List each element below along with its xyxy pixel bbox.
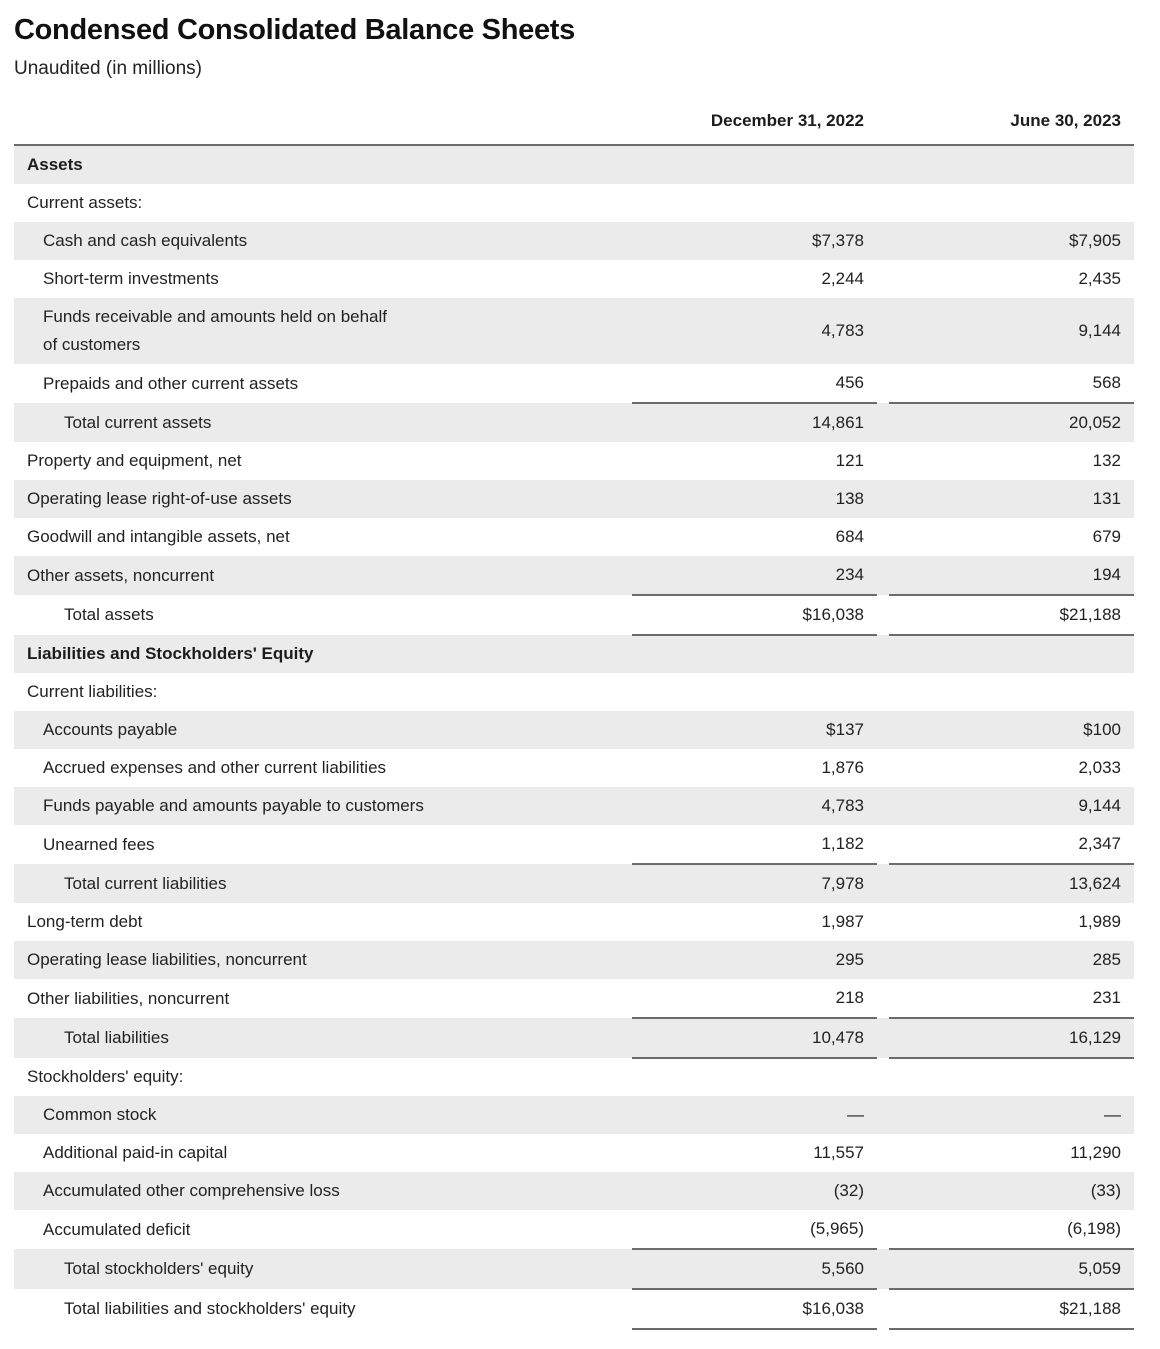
row-value-dec-31-2022: 684 [835,527,864,546]
row-label: Other assets, noncurrent [27,565,215,585]
table-row [14,979,1134,1018]
row-value-dec-31-2022: 218 [632,979,877,1018]
column-gap [877,364,889,403]
table-row [14,864,1134,903]
column-gap [877,825,889,864]
row-label: Current liabilities: [27,682,158,701]
column-gap [877,864,889,903]
row-value-jun-30-2023: $100 [1083,720,1121,739]
column-gap [877,595,889,635]
table-row [14,184,1134,222]
row-value-dec-31-2022: 1,987 [821,912,864,931]
table-body [14,145,1134,1329]
table-row [14,711,1134,749]
row-label: Operating lease right-of-use assets [27,489,292,508]
column-gap [877,1018,889,1058]
row-label: Total stockholders' equity [64,1259,254,1278]
row-label: Accounts payable [43,720,178,739]
column-gap [877,298,889,364]
row-label: Total liabilities and stockholders' equity [64,1299,356,1318]
table-row [14,1249,1134,1289]
row-value-jun-30-2023: 568 [889,364,1134,403]
row-value-jun-30-2023: 679 [1092,527,1121,546]
row-label: Current assets: [27,193,143,212]
column-gap [877,1210,889,1249]
table-row [14,635,1134,673]
table-row [14,518,1134,556]
table-row [14,787,1134,825]
row-label: Additional paid-in capital [43,1143,228,1162]
table-row [14,145,1134,184]
row-value-dec-31-2022: $16,038 [632,595,877,635]
row-value-dec-31-2022: $7,378 [812,231,864,250]
row-value-jun-30-2023: 9,144 [1078,321,1121,340]
row-value-jun-30-2023: 13,624 [1069,874,1121,893]
table-row [14,556,1134,595]
row-value-jun-30-2023: (6,198) [889,1210,1134,1249]
row-value-dec-31-2022: 5,560 [632,1249,877,1289]
row-label: Accumulated deficit [43,1219,191,1239]
table-row [14,903,1134,941]
row-value-dec-31-2022 [632,184,877,222]
header-column-gap [877,111,889,145]
table-header [14,111,1134,145]
row-value-dec-31-2022 [632,145,877,184]
row-value-dec-31-2022 [632,1058,877,1096]
table-row [14,1018,1134,1058]
row-label: Stockholders' equity: [27,1067,184,1086]
row-label: Prepaids and other current assets [43,373,299,393]
table-header-row [14,111,1134,145]
column-gap [877,518,889,556]
column-gap [877,442,889,480]
row-label: Funds receivable and amounts held on behalf of customers [14,298,632,364]
row-value-dec-31-2022: $137 [826,720,864,739]
row-value-dec-31-2022: 234 [632,556,877,595]
row-label: Total current assets [64,412,212,432]
table-row [14,298,1134,364]
column-gap [877,749,889,787]
row-value-dec-31-2022: 1,182 [632,825,877,864]
row-value-jun-30-2023: 285 [1092,950,1121,969]
row-value-dec-31-2022: 295 [835,950,864,969]
row-value-dec-31-2022: 4,783 [821,796,864,815]
table-row [14,1289,1134,1329]
row-value-dec-31-2022 [632,635,877,673]
column-gap [877,1058,889,1096]
column-gap [877,222,889,260]
row-label: Total liabilities [64,1028,169,1047]
column-gap [877,556,889,595]
row-value-jun-30-2023: 131 [1092,489,1121,508]
row-value-dec-31-2022: — [847,1105,864,1124]
row-label: Liabilities and Stockholders' Equity [27,644,314,663]
row-value-jun-30-2023: 2,347 [889,825,1134,864]
row-value-jun-30-2023: 9,144 [1078,796,1121,815]
header-spacer-cell [14,111,632,145]
row-value-jun-30-2023: — [1104,1105,1121,1124]
row-value-jun-30-2023: 2,435 [1078,269,1121,288]
row-value-jun-30-2023 [889,145,1134,184]
column-header-jun-30-2023: June 30, 2023 [889,111,1134,145]
row-value-jun-30-2023: 16,129 [889,1018,1134,1058]
column-gap [877,260,889,298]
row-value-dec-31-2022: (32) [833,1181,864,1200]
column-gap [877,673,889,711]
row-value-dec-31-2022: $16,038 [632,1289,877,1329]
table-row [14,595,1134,635]
table-row [14,673,1134,711]
column-gap [877,1096,889,1134]
row-value-jun-30-2023: 194 [889,556,1134,595]
row-value-jun-30-2023: 5,059 [889,1249,1134,1289]
column-gap [877,145,889,184]
column-gap [877,1172,889,1210]
table-row [14,1058,1134,1096]
row-label: Common stock [43,1105,157,1124]
row-value-jun-30-2023 [889,1058,1134,1096]
row-value-jun-30-2023: (33) [1090,1181,1121,1200]
row-value-dec-31-2022: 4,783 [821,321,864,340]
row-value-jun-30-2023: 2,033 [1078,758,1121,777]
row-label: Cash and cash equivalents [43,231,248,250]
column-header-dec-31-2022: December 31, 2022 [632,111,877,145]
row-label: Operating lease liabilities, noncurrent [27,950,307,969]
row-label: Funds payable and amounts payable to customers [43,796,424,815]
row-value-jun-30-2023 [889,673,1134,711]
table-row [14,941,1134,979]
table-row [14,1134,1134,1172]
row-value-jun-30-2023: 20,052 [1069,413,1121,432]
column-gap [877,480,889,518]
row-value-jun-30-2023: $21,188 [889,1289,1134,1329]
table-row [14,1172,1134,1210]
balance-sheet-table [14,111,1134,1330]
row-label: Total current liabilities [64,873,227,893]
row-value-dec-31-2022: 7,978 [821,874,864,893]
row-value-dec-31-2022: 1,876 [821,758,864,777]
column-gap [877,1134,889,1172]
page-title: Condensed Consolidated Balance Sheets [14,14,575,46]
column-gap [877,711,889,749]
row-label: Long-term debt [27,912,143,931]
page-subtitle: Unaudited (in millions) [14,58,202,79]
row-label: Unearned fees [43,834,155,854]
column-gap [877,403,889,442]
row-value-jun-30-2023: 231 [889,979,1134,1018]
row-value-jun-30-2023 [889,635,1134,673]
row-label: Other liabilities, noncurrent [27,988,230,1008]
table-row [14,825,1134,864]
row-value-dec-31-2022: 11,557 [813,1143,864,1162]
table-row [14,403,1134,442]
row-value-dec-31-2022: 14,861 [812,413,864,432]
column-gap [877,979,889,1018]
table-row [14,260,1134,298]
row-label: Goodwill and intangible assets, net [27,527,290,546]
row-value-dec-31-2022: 2,244 [821,269,864,288]
row-label-line2: of customers [43,335,141,354]
column-gap [877,635,889,673]
table-row [14,222,1134,260]
row-value-jun-30-2023: $21,188 [889,595,1134,635]
row-value-dec-31-2022: 138 [835,489,864,508]
table-row [14,480,1134,518]
column-gap [877,941,889,979]
table-row [14,749,1134,787]
row-value-jun-30-2023: 1,989 [1078,912,1121,931]
column-gap [877,1249,889,1289]
row-value-jun-30-2023 [889,184,1134,222]
row-label: Accumulated other comprehensive loss [43,1181,340,1200]
table-row [14,1210,1134,1249]
row-value-dec-31-2022: 121 [835,451,864,470]
row-label: Accrued expenses and other current liabilities [43,758,387,777]
row-label: Total assets [64,605,154,624]
row-label: Assets [27,155,83,174]
row-value-jun-30-2023: 11,290 [1070,1143,1121,1162]
column-gap [877,903,889,941]
row-value-dec-31-2022: 456 [632,364,877,403]
row-label: Short-term investments [43,269,219,288]
column-gap [877,184,889,222]
column-gap [877,787,889,825]
table-row [14,442,1134,480]
row-value-jun-30-2023: 132 [1092,451,1121,470]
row-value-jun-30-2023: $7,905 [1069,231,1121,250]
row-value-dec-31-2022 [632,673,877,711]
row-value-dec-31-2022: 10,478 [632,1018,877,1058]
table-row [14,1096,1134,1134]
row-label: Property and equipment, net [27,451,242,470]
row-value-dec-31-2022: (5,965) [632,1210,877,1249]
column-gap [877,1289,889,1329]
table-row [14,364,1134,403]
